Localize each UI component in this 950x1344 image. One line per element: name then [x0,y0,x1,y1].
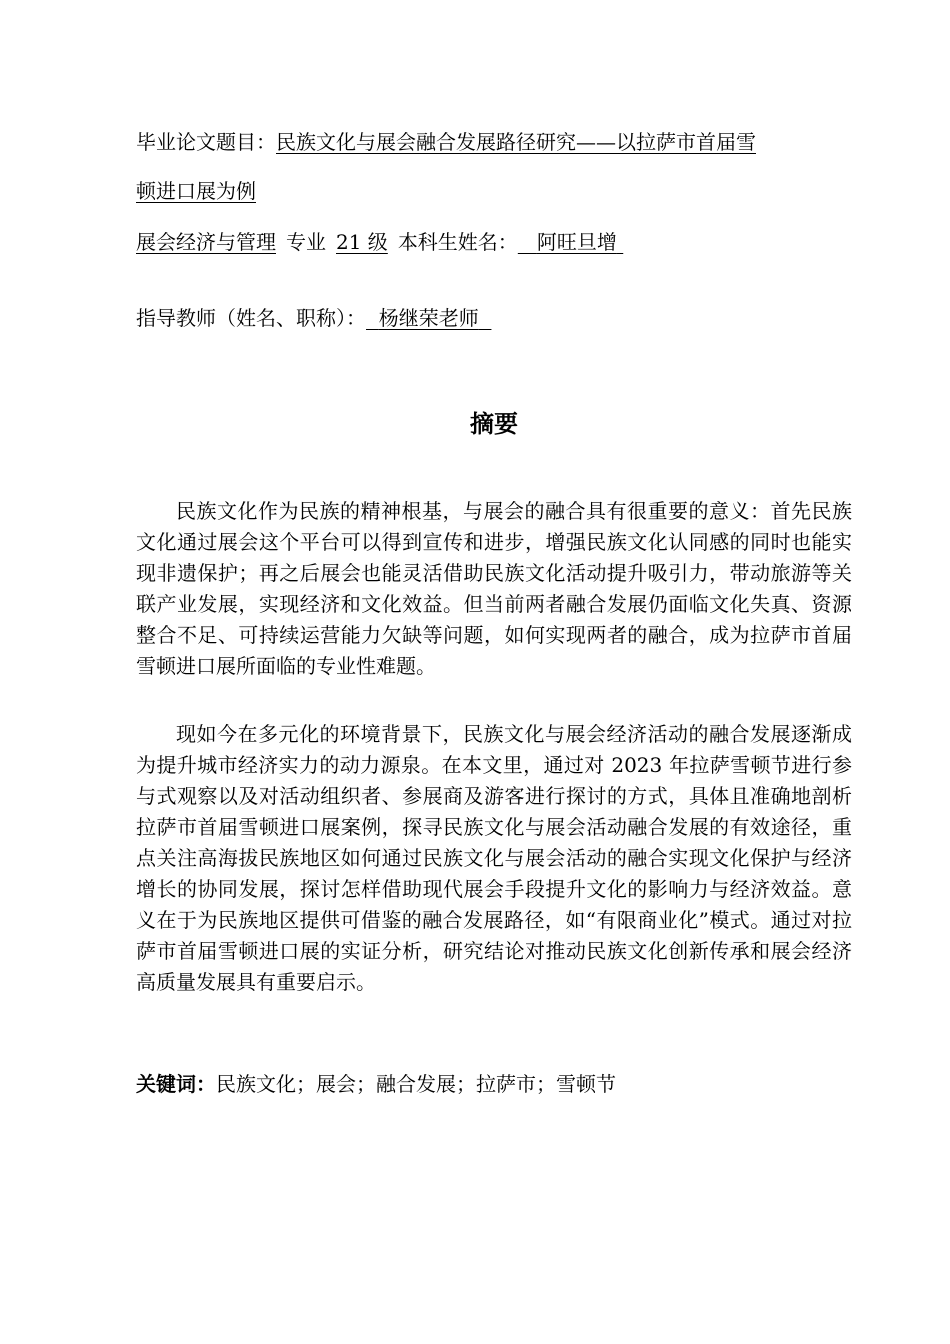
abstract-heading: 摘要 [470,410,518,438]
major-value: 展会经济与管理 [136,230,276,254]
thesis-title-label: 毕业论文题目： [136,130,276,154]
abstract-paragraph-1: 民族文化作为民族的精神根基，与展会的融合具有很重要的意义：首先民族文化通过展会这个平台可以得到宣传和进步，增强民族文化认同感的同时也能实现非遗保护；再之后展会也能灵活借助民族文化活动提升吸引力，带动旅游等关联产业发展，实现经济和文化效益。但当前两者融合发展仍面临文化失真、资源整合不足、可持续运营能力欠缺等问题，如何实现两者的融合，成为拉萨市首届雪顿进口展所面临的专业性难题。 [136,499,852,678]
thesis-title-continuation [136,177,256,205]
thesis-title-part1: 民族文化与展会融合发展路径研究——以拉萨市首届雪 [276,130,756,154]
keywords-row [136,1070,616,1098]
major-label: 专业 [286,230,326,254]
keywords-label: 关键词： [136,1072,216,1096]
thesis-title-row [136,128,756,156]
advisor-name-value: 杨继荣老师 [378,306,479,330]
advisor-label: 指导教师（姓名、职称）： [136,306,366,330]
student-name-value: 阿旺旦增 [536,230,617,254]
thesis-title-part2: 顿进口展为例 [136,179,256,203]
grade-value: 21 级 [336,230,388,254]
student-name-label: 本科生姓名： [397,230,518,254]
student-info-row [136,228,623,256]
advisor-row [136,304,491,332]
keywords-value: 民族文化；展会；融合发展；拉萨市；雪顿节 [216,1072,616,1096]
abstract-paragraph-2: 现如今在多元化的环境背景下，民族文化与展会经济活动的融合发展逐渐成为提升城市经济实力的动力源泉。在本文里，通过对 2023 年拉萨雪顿节进行参与式观察以及对活动组织者、参展商及游客进行探讨的方式，具体且准确地剖析拉萨市首届雪顿进口展案例，探寻民族文化与展会活动融合发展的有效途径，重点关注高海拔民族地区如何通过民族文化与展会活动的融合实现文化保护与经济增长的协同发展，探讨怎样借助现代展会手段提升文化的影响力与经济效益。意义在于为民族地区提供可借鉴的融合发展路径，如“有限商业化”模式。通过对拉萨市首届雪顿进口展的实证分析，研究结论对推动民族文化创新传承和展会经济高质量发展具有重要启示。 [136,722,852,994]
